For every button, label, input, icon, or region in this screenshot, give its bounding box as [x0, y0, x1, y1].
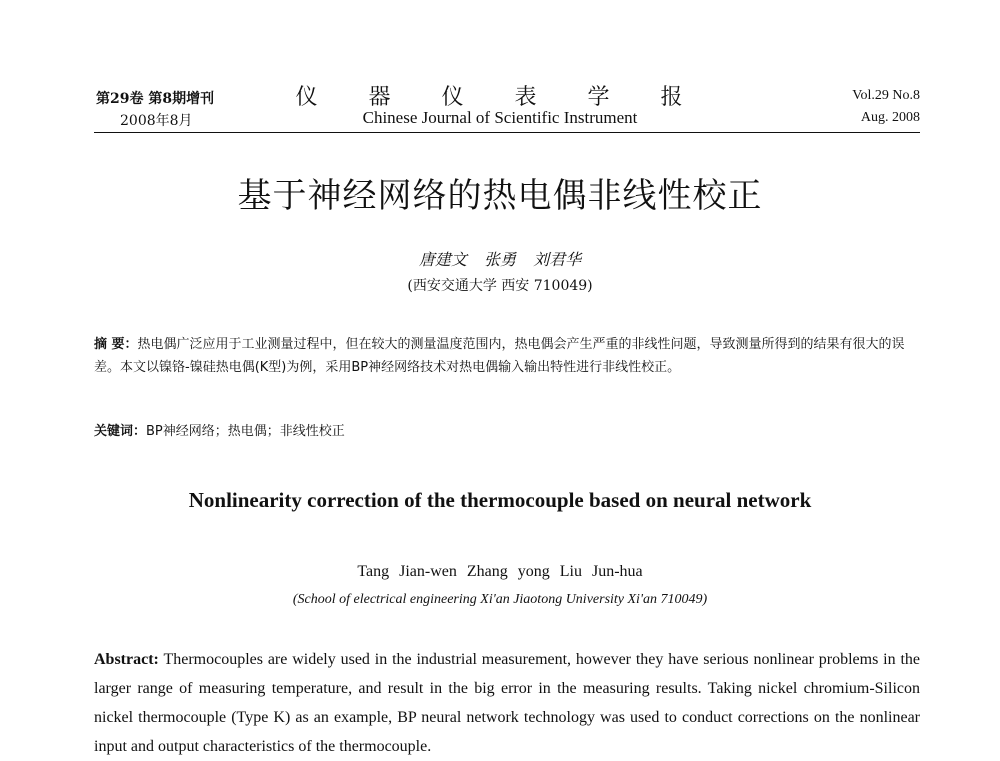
abstract-cn: [94, 333, 920, 379]
keywords-label-cn: 关键词：: [94, 424, 147, 439]
abstract-label-cn: 摘 要：: [94, 337, 138, 352]
journal-title-cn: 仪 器 仪 表 学 报: [295, 85, 705, 110]
authors-cn: 唐建文 张勇 刘君华: [418, 250, 582, 269]
issue-number-cn: 第29卷 第8期增刊: [96, 91, 215, 107]
authors-en: Tang Jian-wen Zhang yong Liu Jun-hua: [357, 563, 643, 580]
issue-date-en: Aug. 2008: [860, 110, 920, 125]
volume-number-en: Vol.29 No.8: [852, 88, 920, 103]
abstract-label-en: Abstract:: [94, 651, 159, 668]
keywords-cn: [94, 420, 345, 439]
paper-title-en: Nonlinearity correction of the thermocouple based on neural network: [188, 488, 812, 512]
abstract-text-en: Thermocouples are widely used in the industrial measurement, however they have serious nonlinear problems in the larger range of measuring temperature, and result in the big error in the measuring results. Taking nickel chromium-Silicon nickel thermocouple (Type K) as an example, BP neural network technology was used to conduct corrections on the nonlinear input and output characteristics of the thermocouple.: [94, 651, 920, 755]
abstract-text-cn: 热电偶广泛应用于工业测量过程中，但在较大的测量温度范围内，热电偶会产生严重的非线性问题，导致测量所得到的结果有很大的误差。本文以镍铬-镍硅热电偶(K型)为例，采用BP神经网络技术对热电偶输入输出特性进行非线性校正。: [94, 337, 905, 375]
affiliation-en: (School of electrical engineering Xi'an Jiaotong University Xi'an 710049): [292, 592, 708, 607]
header-rule: [94, 132, 920, 133]
issue-date-cn: 2008年8月: [120, 113, 193, 129]
abstract-en: [94, 645, 920, 761]
keywords-text-cn: BP神经网络；热电偶；非线性校正: [146, 424, 345, 439]
journal-title-en: Chinese Journal of Scientific Instrument: [362, 108, 638, 127]
affiliation-cn: (西安交通大学 西安 710049): [407, 278, 593, 294]
paper-title-cn: 基于神经网络的热电偶非线性校正: [237, 176, 763, 216]
